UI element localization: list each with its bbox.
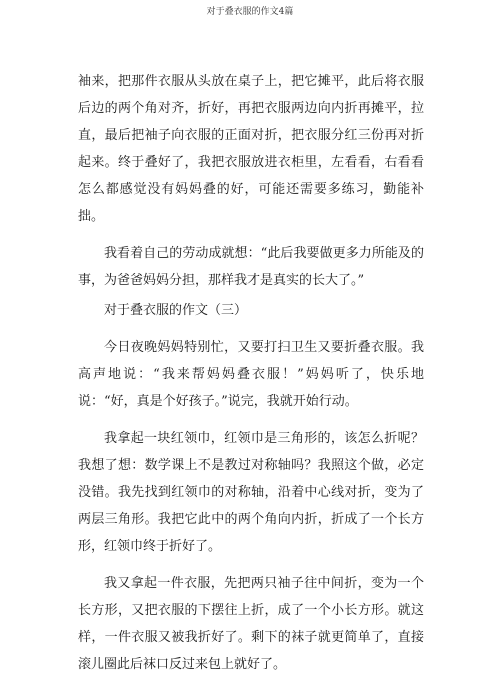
document-body	[78, 68, 424, 678]
paragraph-5: 我又拿起一件衣服，先把两只袖子往中间折，变为一个长方形，又把衣服的下摆往上折，成了一个小长方形。就这样，一件衣服又被我折好了。剩下的袜子就更简单了，直接滚儿圈此后袜口反过来包上就好了。	[78, 576, 424, 672]
page-header-title: 对于叠衣服的作文4篇	[206, 7, 294, 17]
paragraph-4: 我拿起一块红领巾，红领巾是三角形的，该怎么折呢？我想了想：数学课上不是教过对称轴吗？我照这个做，必定没错。我先找到红领巾的对称轴，沿着中心线对折，变为了两层三角形。我把它此中的两个角向内折，折成了一个长方形，红领巾终于折好了。	[78, 431, 424, 554]
paragraph-1: 袖来，把那件衣服从头放在桌子上，把它摊平，此后将衣服后边的两个角对齐，折好，再把衣服两边向内折再摊平，拉直，最后把袖子向衣服的正面对折，把衣服分红三份再对折起来。终于叠好了，我把衣服放进衣柜里，左看看，右看看怎么都感觉没有妈妈叠的好，可能还需要多练习，勤能补拙。	[78, 74, 424, 224]
paragraph-3: 今日夜晚妈妈特别忙，又要打扫卫生又要折叠衣服。我高声地说：“我来帮妈妈叠衣服！”妈妈听了，快乐地说：“好，真是个好孩子。”说完，我就开始行动。	[78, 340, 424, 409]
paragraph-2: 我看着自己的劳动成就想：“此后我要做更多力所能及的事，为爸爸妈妈分担，那样我才是真实的长大了。”	[78, 246, 424, 288]
section-heading: 对于叠衣服的作文（三）	[104, 303, 248, 318]
